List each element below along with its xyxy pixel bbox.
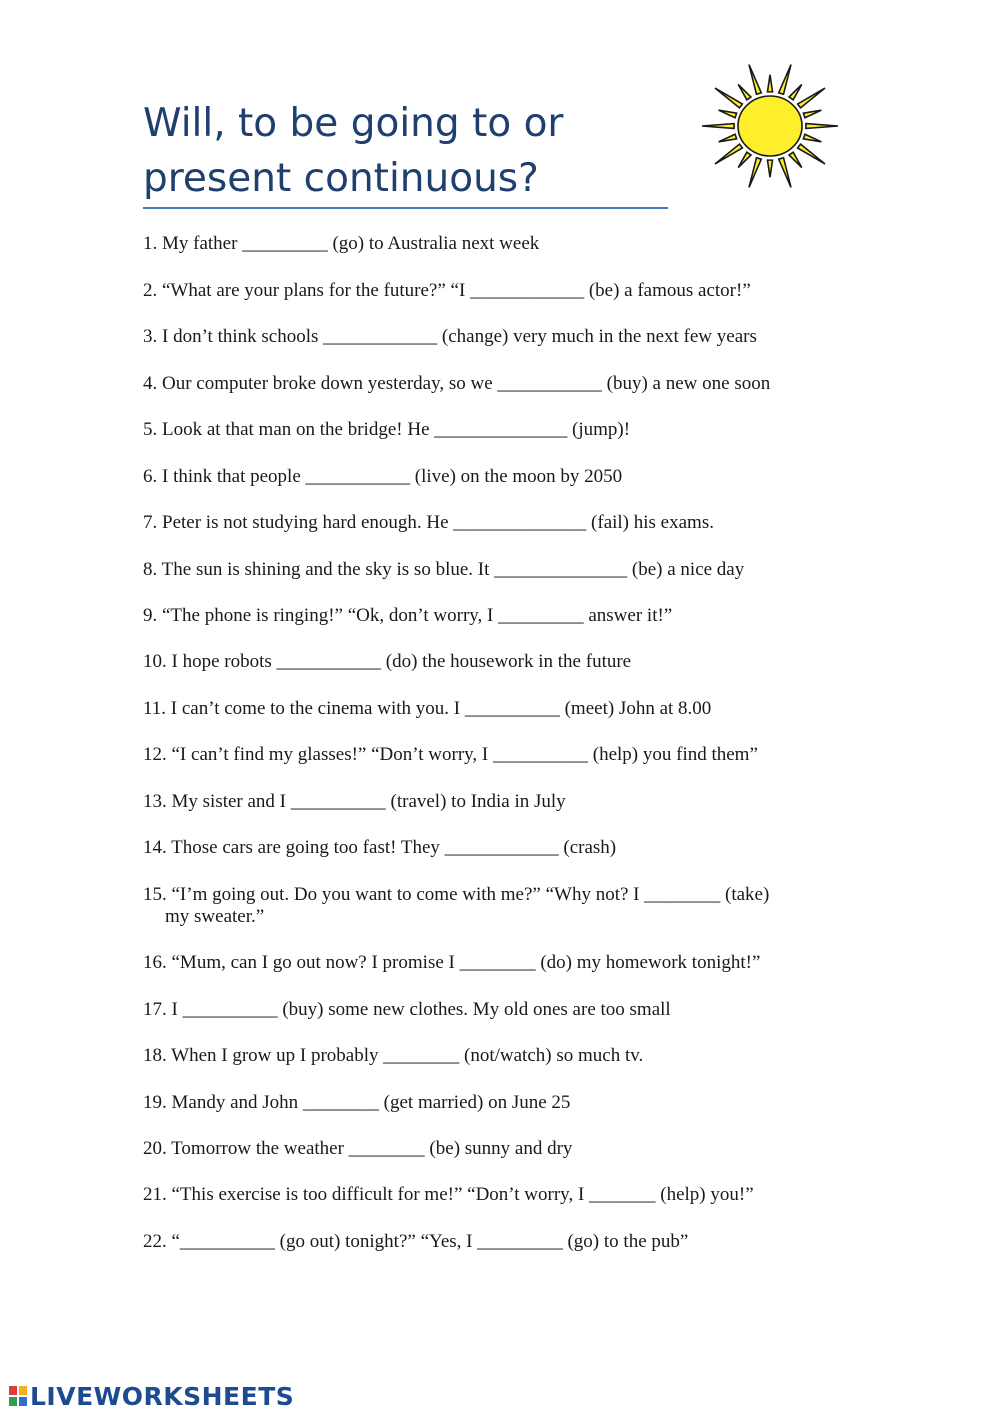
- question-text: 1. My father _________ (go) to Australia next week: [143, 233, 540, 254]
- sun-ray: [806, 124, 838, 129]
- question-item: [143, 419, 833, 441]
- page-title: [143, 96, 683, 206]
- question-item: [143, 1045, 833, 1067]
- question-text: 6. I think that people ___________ (live) on the moon by 2050: [143, 466, 623, 487]
- question-text: 13. My sister and I __________ (travel) to India in July: [143, 791, 566, 812]
- question-text: 3. I don’t think schools ____________ (change) very much in the next few years: [143, 326, 757, 347]
- title-line-1: Will, to be going to or: [143, 101, 564, 146]
- sun-ray: [779, 158, 791, 188]
- sun-ray: [789, 152, 802, 167]
- question-text: 9. “The phone is ringing!” “Ok, don’t worry, I _________ answer it!”: [143, 605, 673, 626]
- question-item: [143, 1231, 833, 1253]
- question-text: 22. “__________ (go out) tonight?” “Yes, I _________ (go) to the pub”: [143, 1231, 689, 1252]
- sun-ray: [767, 160, 772, 177]
- title-underline: [143, 207, 668, 209]
- sun-ray: [803, 134, 821, 142]
- sun-ray: [798, 88, 825, 108]
- sun-ray: [803, 110, 821, 118]
- question-item: [143, 884, 833, 928]
- question-text: 16. “Mum, can I go out now? I promise I ________ (do) my homework tonight!”: [143, 952, 761, 973]
- question-text: 18. When I grow up I probably ________ (not/watch) so much tv.: [143, 1045, 644, 1066]
- question-text: 17. I __________ (buy) some new clothes. My old ones are too small: [143, 999, 671, 1020]
- question-item: [143, 791, 833, 813]
- sun-ray: [749, 158, 761, 188]
- question-item: [143, 373, 833, 395]
- question-item: [143, 559, 833, 581]
- sun-ray: [738, 152, 751, 167]
- question-text: 20. Tomorrow the weather ________ (be) sunny and dry: [143, 1138, 573, 1159]
- sun-ray: [789, 84, 802, 99]
- question-item: [143, 698, 833, 720]
- sun-ray: [779, 65, 791, 95]
- question-text: 14. Those cars are going too fast! They ____________ (crash): [143, 837, 617, 858]
- question-item: [143, 512, 833, 534]
- question-item: [143, 952, 833, 974]
- sun-ray: [702, 124, 734, 129]
- logo-text: LIVEWORKSHEETS: [30, 1381, 295, 1411]
- question-item: [143, 326, 833, 348]
- question-text: 19. Mandy and John ________ (get married) on June 25: [143, 1092, 571, 1113]
- question-text: 11. I can’t come to the cinema with you. I __________ (meet) John at 8.00: [143, 698, 712, 719]
- question-item: [143, 744, 833, 766]
- question-item: [143, 999, 833, 1021]
- question-item: [143, 837, 833, 859]
- question-item: [143, 1092, 833, 1114]
- sun-ray: [798, 144, 825, 164]
- question-item: [143, 605, 833, 627]
- question-text: 5. Look at that man on the bridge! He ______________ (jump)!: [143, 419, 631, 440]
- question-text: 10. I hope robots ___________ (do) the housework in the future: [143, 651, 632, 672]
- question-text: 21. “This exercise is too difficult for me!” “Don’t worry, I _______ (help) you!”: [143, 1184, 754, 1205]
- question-item: [143, 233, 833, 255]
- question-text-continued: my sweater.”: [165, 906, 265, 927]
- question-item: [143, 466, 833, 488]
- question-text: 4. Our computer broke down yesterday, so we ___________ (buy) a new one soon: [143, 373, 771, 394]
- liveworksheets-logo-icon: [8, 1385, 28, 1407]
- question-text: 2. “What are your plans for the future?” “I ____________ (be) a famous actor!”: [143, 280, 751, 301]
- sun-ray: [719, 110, 737, 118]
- sun-ray: [738, 84, 751, 99]
- liveworksheets-logo: [8, 1382, 294, 1410]
- sun-ray: [715, 144, 742, 164]
- title-line-2: present continuous?: [143, 156, 539, 201]
- question-item: [143, 651, 833, 673]
- question-item: [143, 1138, 833, 1160]
- question-item: [143, 280, 833, 302]
- sun-ray: [715, 88, 742, 108]
- sun-ray: [749, 65, 761, 95]
- sun-icon: [680, 62, 860, 197]
- question-text: 7. Peter is not studying hard enough. He ______________ (fail) his exams.: [143, 512, 714, 533]
- question-text: 12. “I can’t find my glasses!” “Don’t worry, I __________ (help) you find them”: [143, 744, 758, 765]
- question-item: [143, 1184, 833, 1206]
- question-text: 15. “I’m going out. Do you want to come with me?” “Why not? I ________ (take): [143, 884, 770, 905]
- question-text: 8. The sun is shining and the sky is so blue. It ______________ (be) a nice day: [143, 559, 745, 580]
- sun-ray: [719, 134, 737, 142]
- sun-ray: [767, 75, 772, 92]
